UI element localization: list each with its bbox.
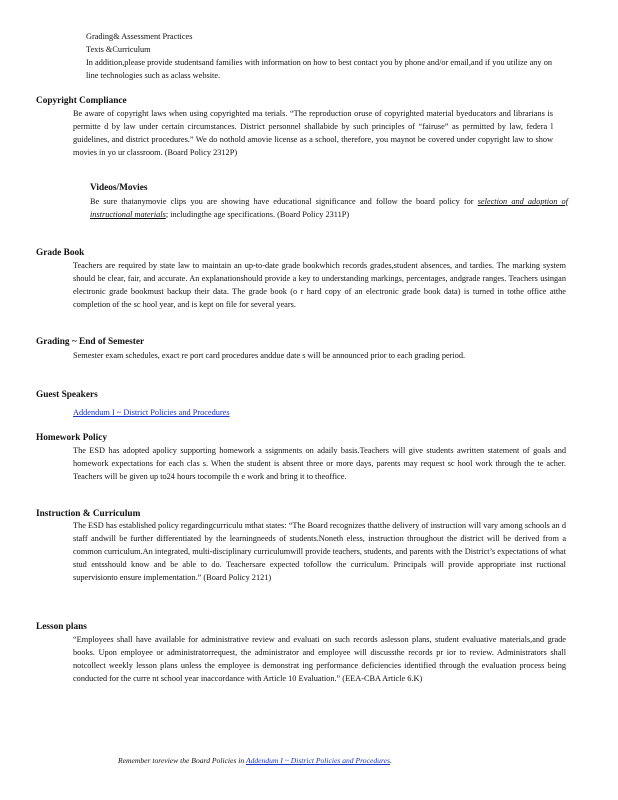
videos-body-after: ; includingthe age specifications. (Board Policy 2311P) [165, 209, 350, 219]
grading-end-body: Semester exam schedules, exact re port card procedures anddue date s will be announced prior to each grading period. [73, 351, 466, 360]
intro-line-1: Grading& Assessment Practices [86, 32, 193, 41]
intro-line-2: Texts &Curriculum [86, 45, 151, 54]
footer-addendum-link[interactable]: Addendum I ~ District Policies and Procedures [245, 756, 390, 765]
videos-body [90, 196, 568, 222]
homework-heading: Homework Policy [36, 433, 108, 443]
footer-period: . [389, 756, 392, 765]
footer-note [118, 756, 498, 765]
videos-body-before: Be sure thatanymovie clips you are showing have educational significance and follow the board policy for [90, 197, 478, 206]
lesson-heading: Lesson plans [36, 622, 87, 632]
gradebook-body: Teachers are required by state law to maintain an up-to-date grade bookwhich records grades,student absences, and tardies. The marking system should be clear, fair, and accurate. An explanationshould provide a key to understanding markings, percentages, andgrade ranges. Teachers usingan electronic grade bookmust backup their data. The grade book (o r hard copy of an electronic grade book data) is turned in tothe office atthe completion of the sc hool year, and is kept on file for several years. [73, 261, 566, 309]
grading-end-heading: Grading ~ End of Semester [36, 337, 145, 347]
intro-paragraph: In addition,please provide studentsand families with information on how to best contact you by phone and/or email,and if you utilize any on line technologies such as aclass website. [86, 58, 552, 80]
guest-heading: Guest Speakers [36, 390, 98, 400]
footer-text: Remember toreview the Board Policies in [118, 756, 246, 765]
videos-heading: Videos/Movies [90, 183, 148, 193]
guest-addendum-link[interactable]: Addendum I ~ District Policies and Procedures [73, 408, 230, 417]
homework-body: The ESD has adopted apolicy supporting homework a ssignments on adaily basis.Teachers will give students awritten statement of goals and homework expectations for each clas s. When the student is absent three or more days, parents may request sc hool work through the te acher. Teachers will be given up to24 hours tocompile th e work and bring it to theoffice. [73, 446, 566, 481]
gradebook-heading: Grade Book [36, 248, 85, 258]
instruction-heading: Instruction & Curriculum [36, 509, 141, 519]
selection-policy-link[interactable]: selection and adoption of instructional materials [90, 197, 568, 219]
lesson-body: “Employees shall have available for administrative review and evaluati on such records aslesson plans, student evaluative materials,and grade books. Upon employee or administratorrequest, the administrator and employee will discussthe records pr ior to review. Administrators shall notcollect weekly lesson plans unless the employee is demonstrat ing performance deficiencies identified through the evaluation process being conducted for the curre nt school year inaccordance with Article 10 Evaluation.” (EEA-CBA Article 6.K) [73, 635, 566, 683]
copyright-body: Be aware of copyright laws when using copyrighted ma terials. “The reproduction oruse of copyrighted material byeducators and librarians is permitte d by law under certain circumstances. District personnel shallabide by such principles of “fairuse” as permitted by law, federa l guidelines, and district procedures.” We do nothold amovie license as a school, therefore, you maynot be covered under copyright law to show movies in yo ur classroom. (Board Policy 2312P) [73, 109, 553, 157]
instruction-body: The ESD has established policy regardingcurriculu mthat states: “The Board recognizes thatthe delivery of instruction will vary among schools an d staff andwill be further differentiated by the learningneeds of students.Noneth eless, instruction throughout the district will be derived from a common curriculum.An integrated, multi-disciplinary curriculumwill provide teachers, students, and parents with the District’s expectations of what stud entsshould know and be able to do. Teachersare expected tofollow the curriculum. Principals will provide appropriate inst ructional supervisionto ensure implementation.” (Board Policy 2121) [73, 521, 566, 582]
copyright-heading: Copyright Compliance [36, 96, 127, 106]
